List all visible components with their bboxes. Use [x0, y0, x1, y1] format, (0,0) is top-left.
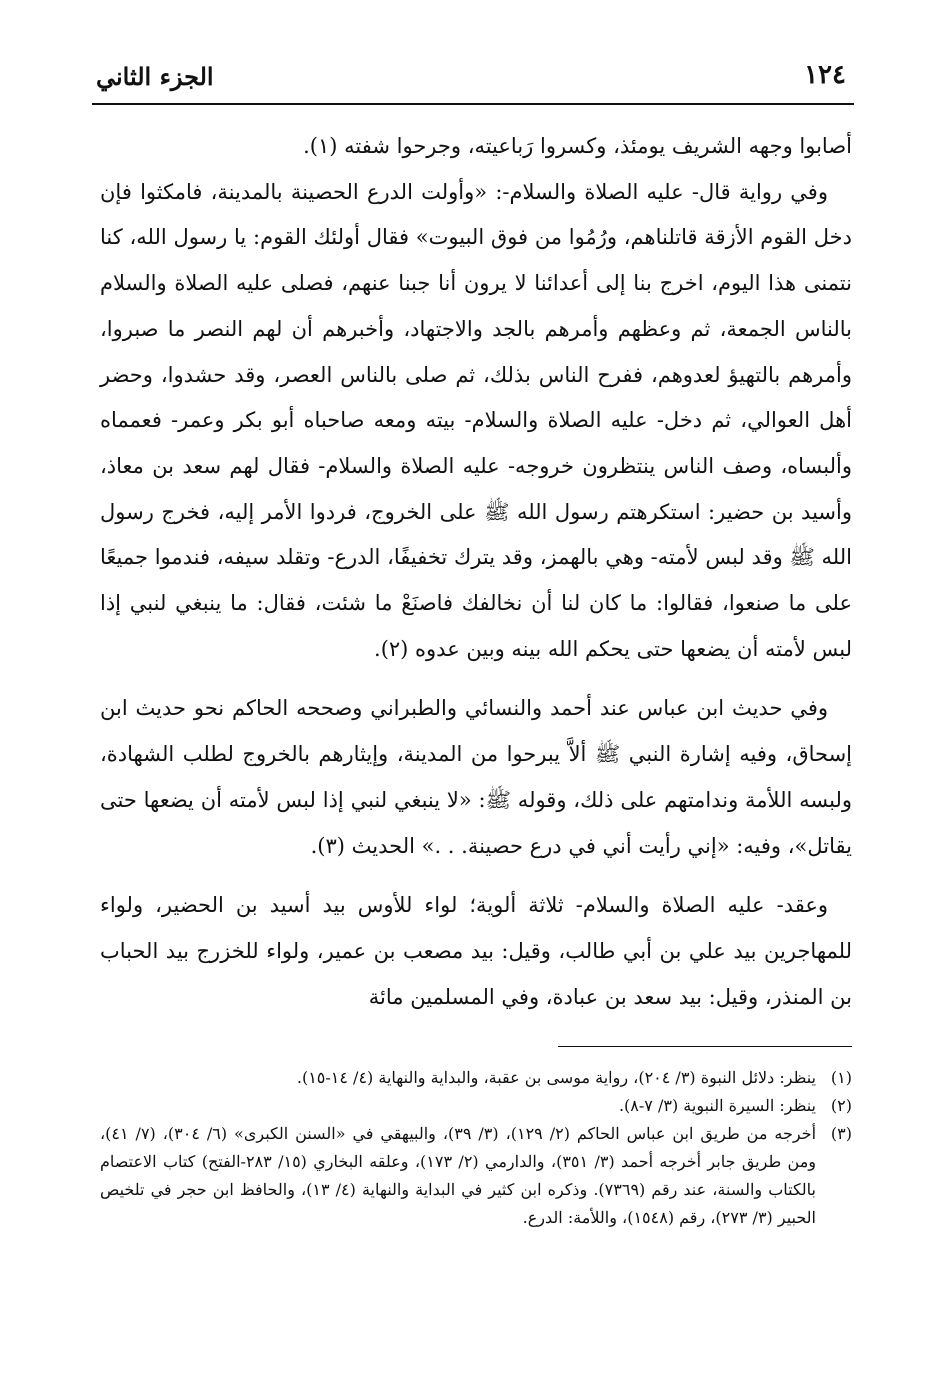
- paragraph: وفي رواية قال- عليه الصلاة والسلام-: «وأولت الدرع الحصينة بالمدينة، فامكثوا فإن دخل القوم الأزقة قاتلناهم، ورُمُوا من فوق البيوت» فقال أولئك القوم: يا رسول الله، كنا نتمنى هذا اليوم، اخرج بنا إلى أعدائنا لا يرون أنا جبنا عنهم، فصلى عليه الصلاة والسلام بالناس الجمعة، ثم وعظهم وأمرهم بالجد والاجتهاد، وأخبرهم أن لهم النصر ما صبروا، وأمرهم بالتهيؤ لعدوهم، ففرح الناس بذلك، ثم صلى بالناس العصر، وقد حشدوا، وحضر أهل العوالي، ثم دخل- عليه الصلاة والسلام- بيته ومعه صاحباه أبو بكر وعمر- فعمماه وألبساه، وصف الناس ينتظرون خروجه- عليه الصلاة والسلام- فقال لهم سعد بن معاذ، وأسيد بن حضير: استكرهتم رسول الله ﷺ على الخروج، فردوا الأمر إليه، فخرج رسول الله ﷺ وقد لبس لأمته- وهي بالهمز، وقد يترك تخفيفًا، الدرع- وتقلد سيفه، فندموا جميعًا على ما صنعوا، فقالوا: ما كان لنا أن نخالفك فاصنَعْ ما شئت، فقال: ما ينبغي لنبي إذا لبس لأمته أن يضعها حتى يحكم الله بينه وبين عدوه (٢).: [100, 179, 852, 661]
- footnotes: [100, 1064, 852, 1232]
- footnote-text: أخرجه من طريق ابن عباس الحاكم (٢/ ١٢٩)، (٣/ ٣٩)، والبيهقي في «السنن الكبرى» (٦/ ٣٠٤)، (٧/ ٤١)، ومن طريق جابر أخرجه أحمد (٣/ ٣٥١)، والدارمي (٢/ ١٧٣)، وعلقه البخاري (١٥/ ٢٨٣-الفتح) كتاب الاعتصام بالكتاب والسنة، عند رقم (٧٣٦٩). وذكره ابن كثير في البداية والنهاية (٤/ ١٣)، والحافظ ابن حجر في تلخيص الحبير (٣/ ٢٧٣)، رقم (١٥٤٨)، واللأمة: الدرع.: [100, 1124, 817, 1227]
- paragraph: أصابوا وجهه الشريف يومئذ، وكسروا رَباعيته، وجرحوا شفته (١).: [303, 134, 852, 158]
- header-divider: [92, 103, 854, 105]
- running-title: الجزء الثاني: [96, 62, 214, 91]
- footnote-text: ينظر: دلائل النبوة (٣/ ٢٠٤)، رواية موسى بن عقبة، والبداية والنهاية (٤/ ١٤-١٥).: [296, 1068, 816, 1087]
- footnote: [100, 1064, 852, 1092]
- paragraph: وعقد- عليه الصلاة والسلام- ثلاثة ألوية؛ لواء للأوس بيد أسيد بن الحضير، ولواء للمهاجرين بيد علي بن أبي طالب، وقيل: بيد مصعب بن عمير، ولواء للخزرج بيد الحباب بن المنذر، وقيل: بيد سعد بن عبادة، وفي المسلمين مائة: [100, 893, 852, 1009]
- footnote-number: (٣): [830, 1124, 852, 1143]
- footnote: [100, 1120, 852, 1232]
- paragraph: وفي حديث ابن عباس عند أحمد والنسائي والطبراني وصححه الحاكم نحو حديث ابن إسحاق، وفيه إشارة النبي ﷺ ألاَّ يبرحوا من المدينة، وإيثارهم بالخروج لطلب الشهادة، ولبسه اللأمة وندامتهم على ذلك، وقوله ﷺ: «لا ينبغي لنبي إذا لبس لأمته أن يضعها حتى يقاتل»، وفيه: «إني رأيت أني في درع حصينة. . .» الحديث (٣).: [100, 696, 852, 858]
- main-text: [100, 124, 852, 1020]
- footnote-number: (١): [830, 1068, 852, 1087]
- footnote-divider: [558, 1046, 852, 1047]
- footnote-text: ينظر: السيرة النبوية (٣/ ٧-٨).: [618, 1096, 816, 1115]
- page-header: [92, 54, 854, 104]
- page-number: ١٢٤: [804, 60, 846, 90]
- footnote: [100, 1092, 852, 1120]
- footnote-number: (٢): [830, 1096, 852, 1115]
